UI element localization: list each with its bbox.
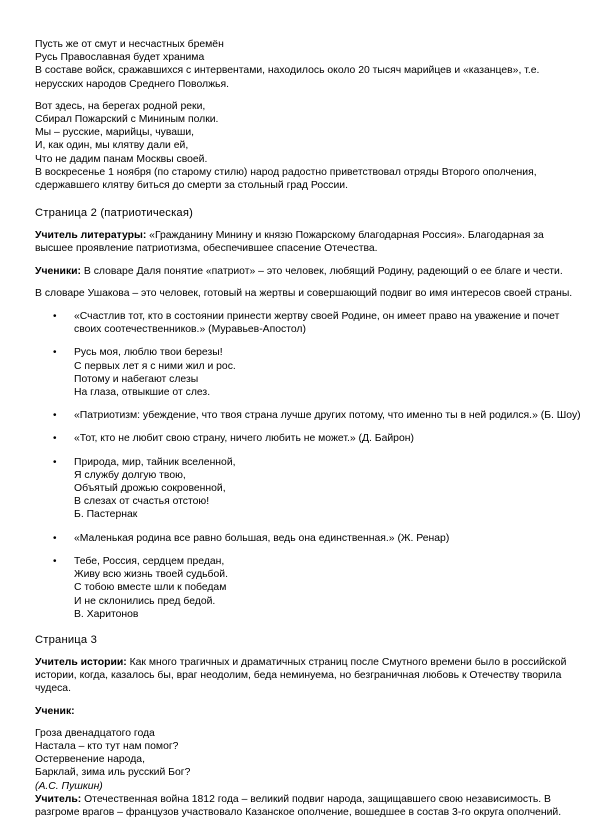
poem-line: И, как один, мы клятву дали ей, (35, 140, 189, 152)
speaker-label: Учитель истории: (35, 656, 127, 668)
ushakov-paragraph: В словаре Ушакова – это человек, готовый на жертвы и совершающий подвиг во имя интересов своей страны. (35, 287, 573, 299)
bullet-icon: • (53, 555, 57, 567)
poem-line: Вот здесь, на берегах родной реки, (35, 100, 206, 112)
poem-line: Настала – кто тут нам помог? (35, 740, 179, 752)
quote-line: «Счастлив тот, кто в состоянии принести жертву своей Родине, он имеет право на уважение и почет (74, 311, 560, 323)
quote-line: своих соотечественников.» (Муравьев-Апостол) (74, 324, 306, 336)
text-line: Русь Православная будет хранима (35, 52, 205, 64)
page3-heading: Страница 3 (35, 633, 98, 646)
paragraph-text: Отечественная война 1812 года – великий подвиг народа, защищавшего свою независимость. В разгроме врагов – французов участвовало Казанское ополчение, вошедшее в состав 3-го округа ополчений. (35, 793, 562, 818)
paragraph-text: Как много трагичных и драматичных страниц после Смутного времени было в российской истории, когда, казалось бы, враг неодолим, беда неминуема, но безграничная любовь к Отечеству творила чудеса. (35, 656, 567, 695)
text-line: Пусть же от смут и несчастных бремён (35, 39, 224, 50)
pushkin-poem (35, 727, 580, 793)
quotes-list (35, 310, 580, 621)
document-page (35, 38, 580, 819)
quote-item (35, 456, 580, 522)
quote-line: «Маленькая родина все равно большая, ведь она единственная.» (Ж. Ренар) (74, 532, 450, 544)
quote-item (35, 532, 580, 545)
intro-block (35, 38, 580, 91)
quote-line: «Тот, кто не любит свою страну, ничего любить не может.» (Д. Байрон) (74, 433, 414, 445)
history-teacher-paragraph (35, 656, 580, 696)
poem-line: Гроза двенадцатого года (35, 727, 155, 739)
text-line: нерусских народов Среднего Поволжья. (35, 78, 229, 90)
paragraph-text: «Гражданину Минину и князю Пожарскому благодарная Россия». Благодарная за высшее проявление патриотизма, обеспечившее спасение Отечества. (35, 230, 544, 255)
quote-line: «Патриотизм: убеждение, что твоя страна лучше других потому, что именно ты в ней родился.» (Б. Шоу) (74, 410, 581, 422)
bullet-icon: • (53, 410, 57, 422)
student-label-line (35, 705, 580, 718)
quote-line: Природа, мир, тайник вселенной, (74, 456, 236, 468)
quote-line: Б. Пастернак (74, 509, 138, 521)
quote-line: Тебе, Россия, сердцем предан, (74, 555, 225, 567)
quote-item (35, 346, 580, 399)
quote-line: Потому и набегают слезы (74, 373, 199, 385)
quote-line: В. Харитонов (74, 608, 139, 620)
text-line: В составе войск, сражавшихся с интервентами, находилось около 20 тысяч марийцев и «казанцев», т.е. (35, 65, 540, 77)
quote-line: В слезах от счастья отстою! (74, 496, 210, 508)
quote-line: Русь моя, люблю твои березы! (74, 347, 223, 359)
poem-line: Мы – русские, марийцы, чуваши, (35, 127, 195, 139)
poem-attribution: (А.С. Пушкин) (35, 780, 103, 792)
poem-line: Что не дадим панам Москвы своей. (35, 153, 208, 165)
students-paragraph (35, 265, 580, 278)
literature-teacher-paragraph (35, 229, 580, 255)
bullet-icon: • (53, 347, 57, 359)
speaker-label: Ученики: (35, 265, 81, 277)
bullet-icon: • (53, 532, 57, 544)
quote-line: И не склонились пред бедой. (74, 595, 216, 607)
poem-line: Сбирал Пожарский с Мининым полки. (35, 114, 219, 126)
quote-line: Живу всю жизнь твоей судьбой. (74, 569, 228, 581)
quote-line: Объятый дрожью сокровенной, (74, 483, 226, 495)
poem-line: Остервенение народа, (35, 754, 145, 766)
speaker-label: Учитель литературы: (35, 230, 147, 242)
quote-line: Я службу долгую твою, (74, 469, 186, 481)
text-line: сдержавшего клятву биться до смерти за стольный град России. (35, 180, 349, 192)
text-line: В воскресенье 1 ноября (по старому стилю) народ радостно приветствовал отряды Второго ополчения, (35, 166, 537, 178)
quote-line: С тобою вместе шли к победам (74, 582, 227, 594)
speaker-label: Учитель: (35, 793, 82, 805)
quote-line: На глаза, отвыкшие от слез. (74, 387, 211, 399)
quote-item (35, 555, 580, 621)
quote-item (35, 432, 580, 445)
bullet-icon: • (53, 311, 57, 323)
poem-block (35, 100, 580, 192)
teacher-paragraph (35, 793, 580, 819)
bullet-icon: • (53, 433, 57, 445)
quote-item (35, 310, 580, 336)
speaker-label: Ученик: (35, 705, 75, 717)
quote-item (35, 409, 580, 422)
page2-heading: Страница 2 (патриотическая) (35, 207, 194, 220)
bullet-icon: • (53, 456, 57, 468)
paragraph-text: В словаре Даля понятие «патриот» – это человек, любящий Родину, радеющий о ее благе и чести. (81, 265, 563, 277)
poem-line: Барклай, зима иль русский Бог? (35, 767, 191, 779)
quote-line: С первых лет я с ними жил и рос. (74, 360, 236, 372)
